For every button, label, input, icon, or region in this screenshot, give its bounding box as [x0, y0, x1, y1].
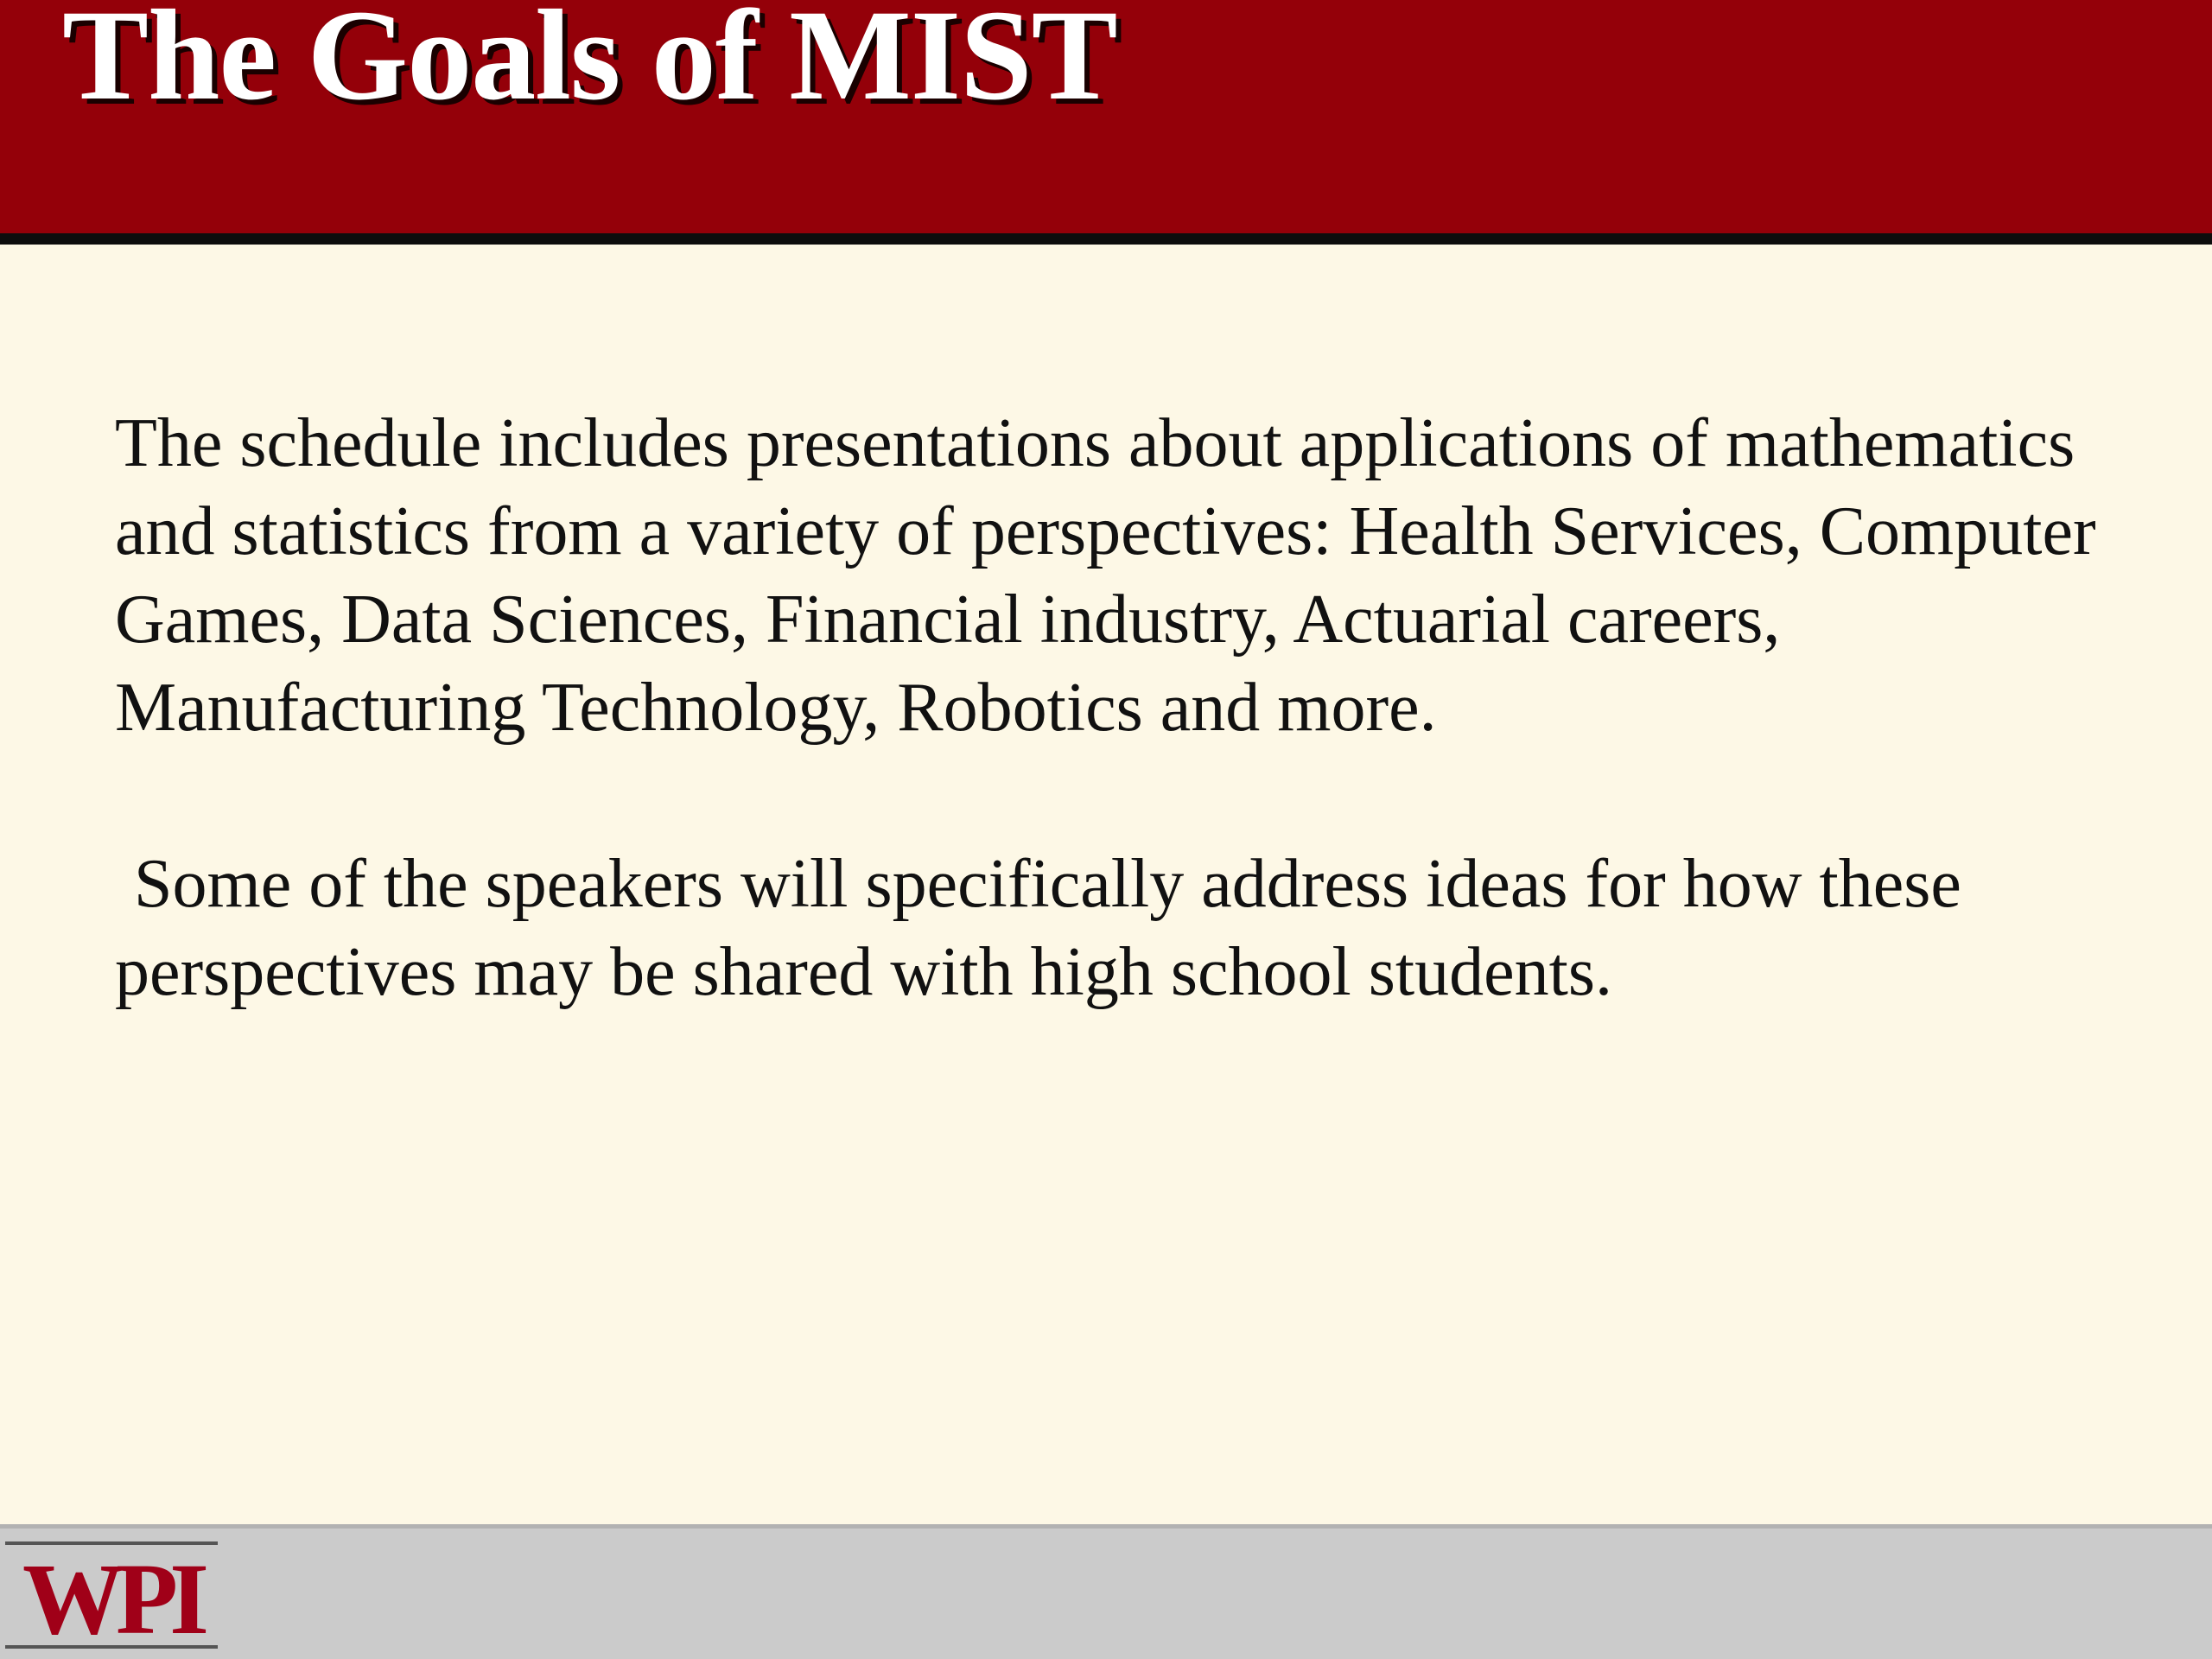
title-banner: [0, 0, 2212, 233]
body-paragraph-schedule: The schedule includes presentations about applications of mathematics and statistics from a variety of perspectives: Health Services, Computer Games, Data Sciences, Financial industry, Actuarial careers, Manufacturing Technology, Robotics and more.: [115, 405, 2096, 746]
wpi-logo-text: WPI: [22, 1542, 200, 1652]
body-paragraph-speakers: Some of the speakers will specifically address ideas for how these perspectives may be shared with high school students.: [115, 846, 1961, 1010]
slide-title: The Goals of MIST: [62, 0, 1117, 127]
title-divider: [0, 233, 2212, 245]
slide-body: [115, 399, 2102, 1016]
footer-bar: [0, 1524, 2212, 1659]
wpi-logo: [5, 1538, 218, 1652]
